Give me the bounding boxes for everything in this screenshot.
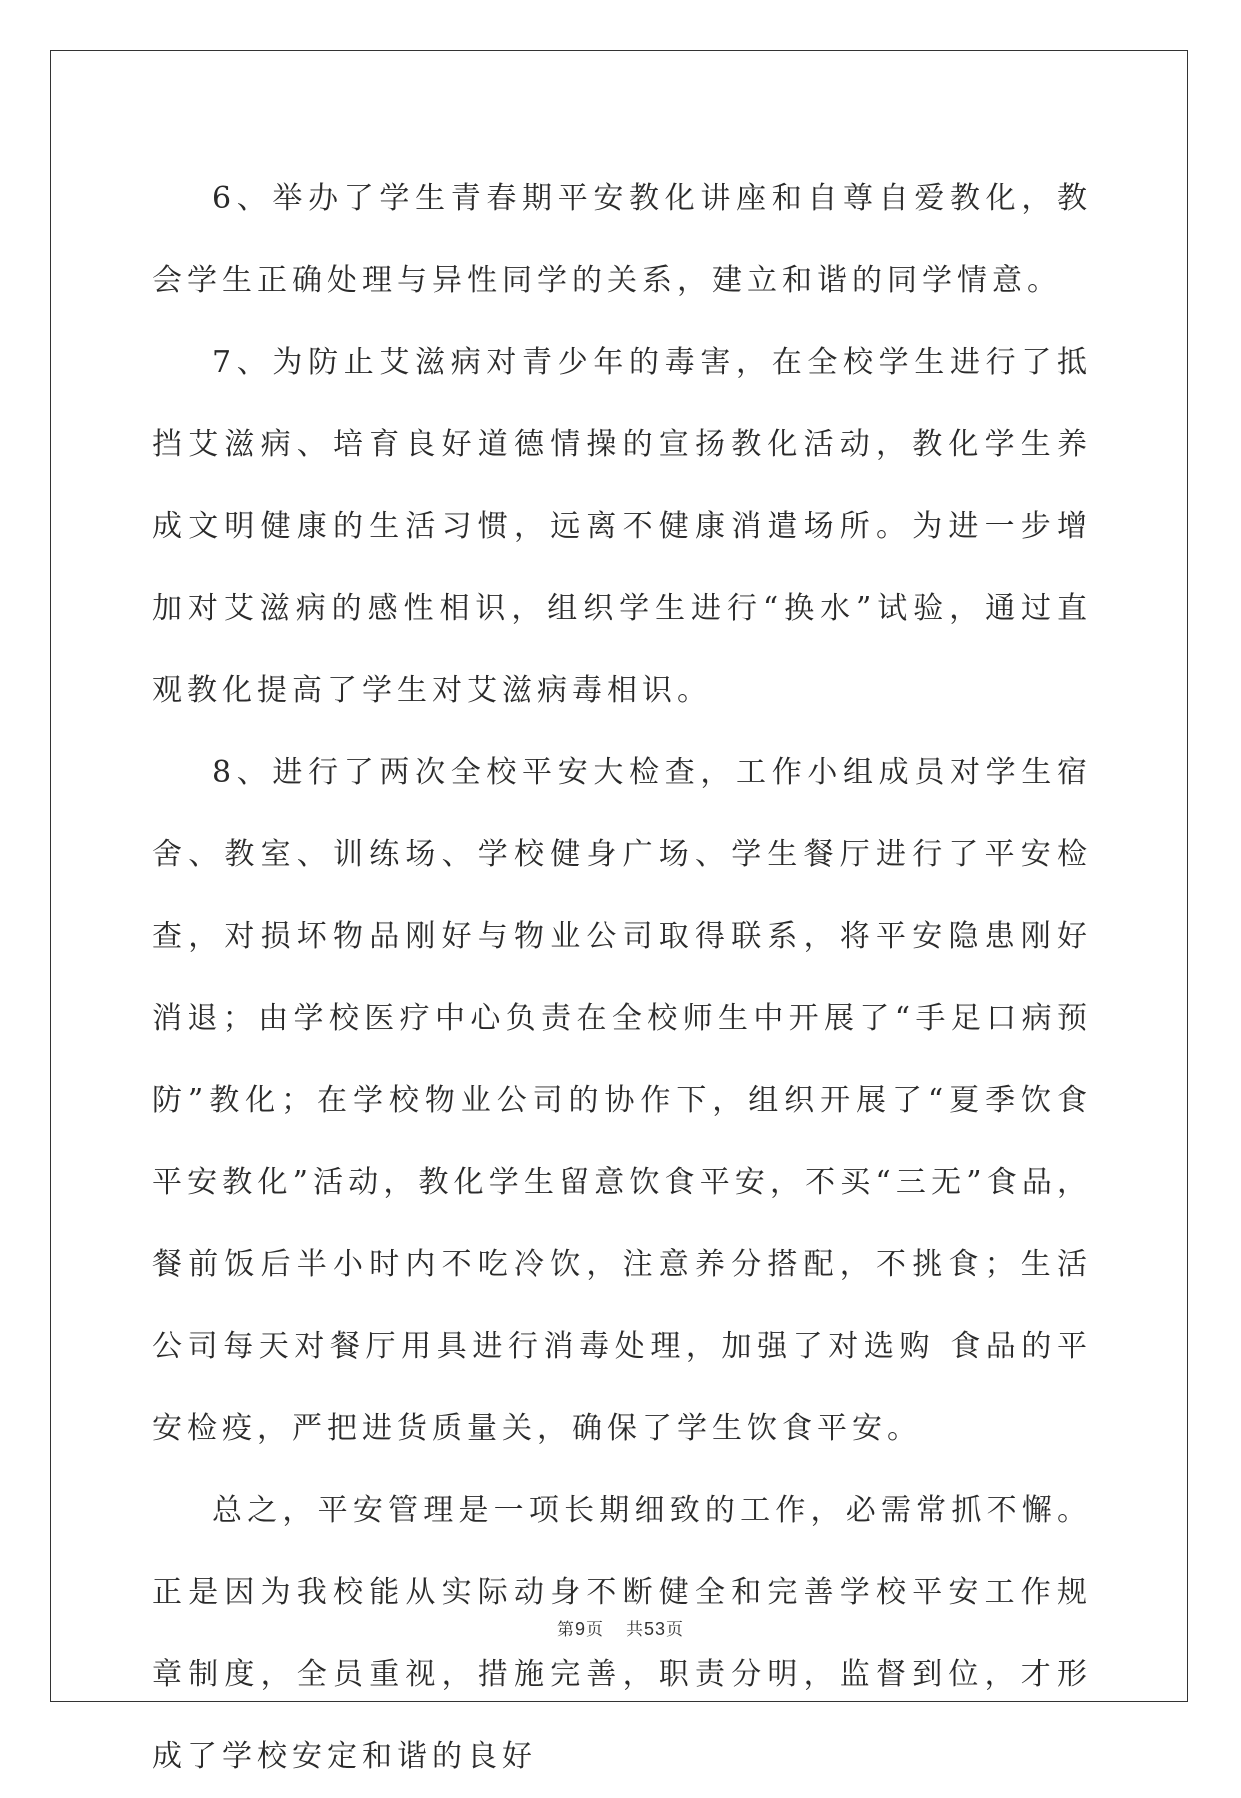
page-suffix: 页 <box>585 1620 604 1640</box>
paragraph-item-6: 6、举办了学生青春期平安教化讲座和自尊自爱教化，教会学生正确处理与异性同学的关系，建立和谐的同学情意。 <box>152 181 1092 298</box>
page-number: 9 <box>574 1619 586 1639</box>
total-pages: 53 <box>643 1619 667 1639</box>
total-prefix: 共 <box>625 1620 644 1640</box>
document-body <box>152 158 1092 1798</box>
paragraph-item-7: 7、为防止艾滋病对青少年的毒害，在全校学生进行了抵挡艾滋病、培育良好道德情操的宣扬教化活动，教化学生养成文明健康的生活习惯，远离不健康消遣场所。为进一步增加对艾滋病的感性相识，组织学生进行“换水”试验，通过直观教化提高了学生对艾滋病毒相识。 <box>152 345 1092 708</box>
page-footer <box>0 1615 1241 1640</box>
total-suffix: 页 <box>666 1620 685 1640</box>
paragraph-item-8: 8、进行了两次全校平安大检查，工作小组成员对学生宿舍、教室、训练场、学校健身广场、学生餐厅进行了平安检查，对损坏物品刚好与物业公司取得联系，将平安隐患刚好消退；由学校医疗中心负责在全校师生中开展了“手足口病预防”教化；在学校物业公司的协作下，组织开展了“夏季饮食平安教化”活动，教化学生留意饮食平安，不买“三无”食品，餐前饭后半小时内不吃冷饮，注意养分搭配，不挑食；生活公司每天对餐厅用具进行消毒处理，加强了对选购 食品的平安检疫，严把进货质量关，确保了学生饮食平安。 <box>152 755 1092 1446</box>
paragraph-summary: 总之，平安管理是一项长期细致的工作，必需常抓不懈。正是因为我校能从实际动身不断健全和完善学校平安工作规章制度，全员重视，措施完善，职责分明，监督到位，才形成了学校安定和谐的良好 <box>152 1493 1092 1774</box>
page-prefix: 第 <box>556 1620 575 1640</box>
